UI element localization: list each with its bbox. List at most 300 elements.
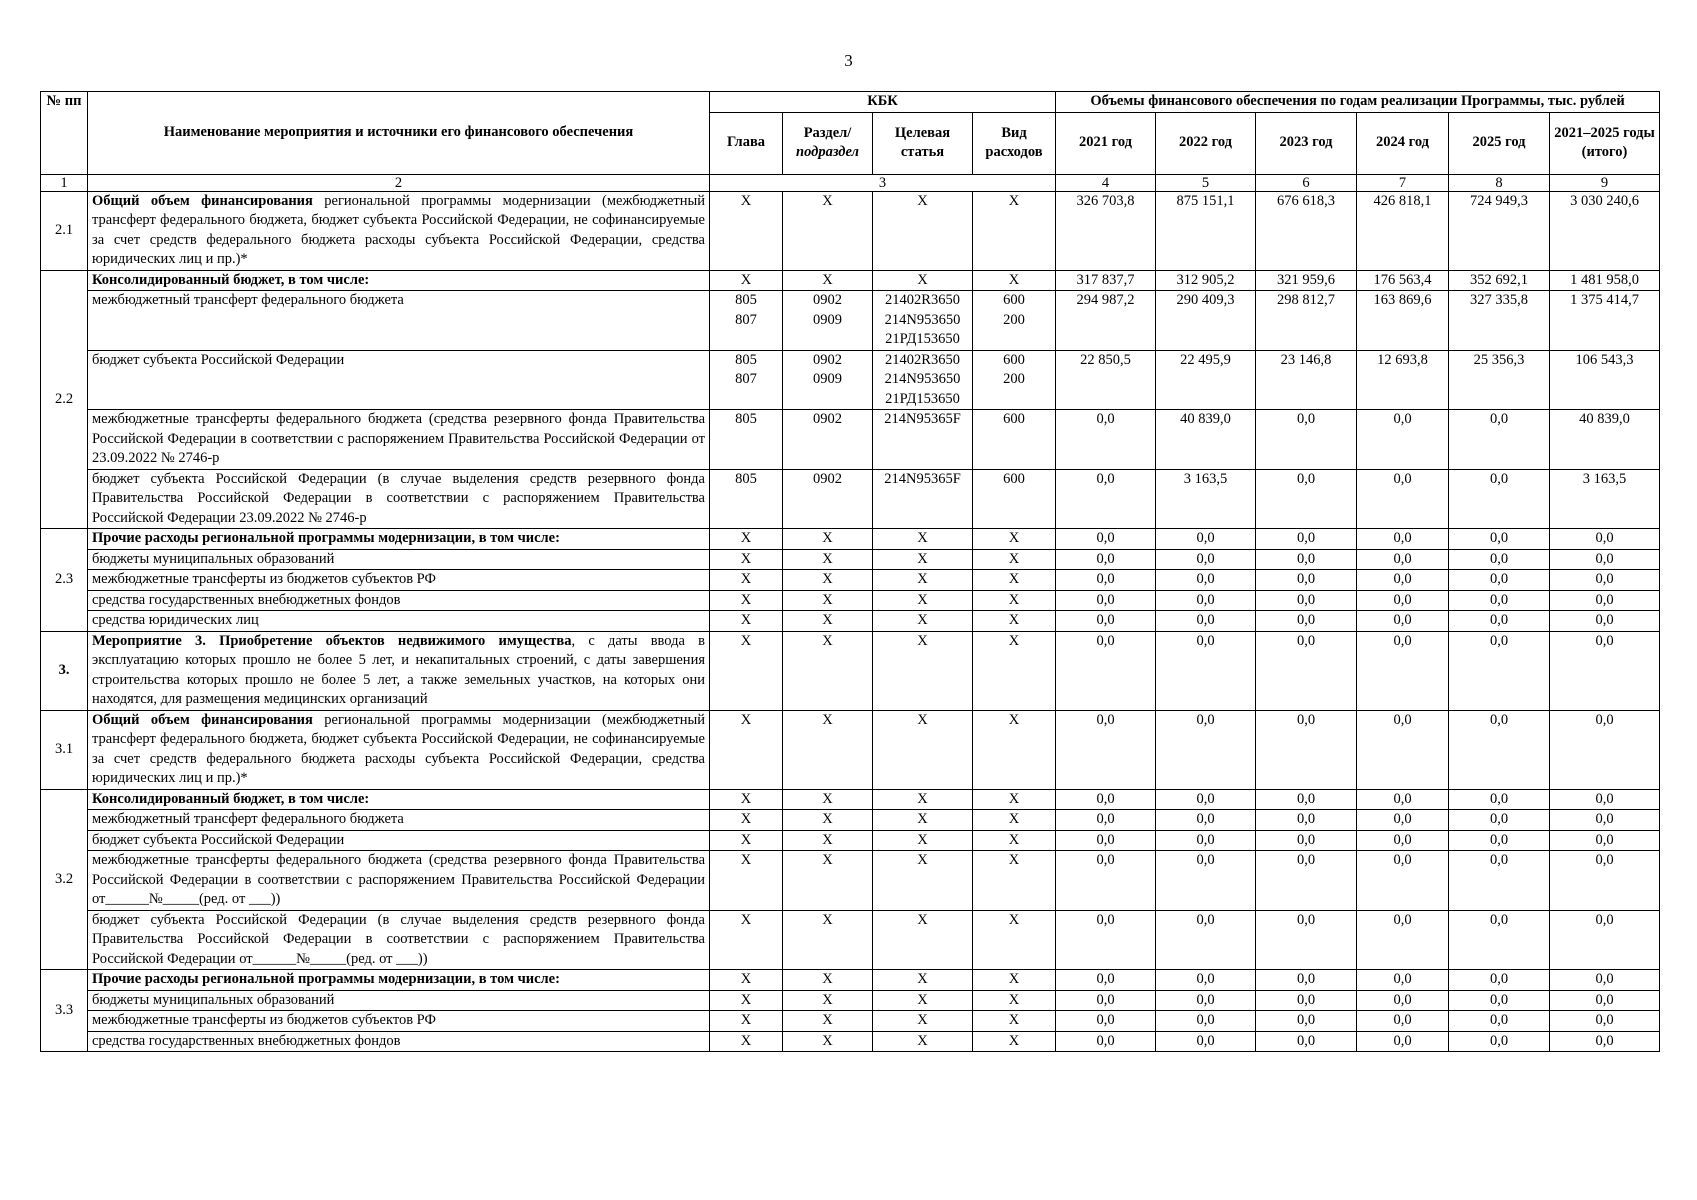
value-cell: 0,0: [1357, 789, 1449, 810]
row-name-text: средства государственных внебюджетных фондов: [92, 1032, 401, 1049]
header-razdel: [783, 112, 873, 174]
value-cell: 0,0: [1156, 570, 1256, 591]
glava-cell: X: [710, 970, 783, 991]
table-row: [41, 1031, 1660, 1052]
value-cell: 0,0: [1550, 789, 1660, 810]
value-cell: 0,0: [1056, 410, 1156, 470]
row-name-text: региональной программы модернизации (межбюджетный трансферт федерального бюджета, бюджет субъекта Российской Федерации, не софинансируемые за счет средств федерального бюджета расходы субъекта Российской Федерации, средства юридических лиц и пр.)*: [92, 192, 705, 267]
glava-cell: X: [710, 810, 783, 831]
razdel-cell: X: [783, 910, 873, 970]
value-cell: 0,0: [1056, 469, 1156, 529]
statya-cell: X: [873, 970, 973, 991]
header-2021: 2021 год: [1056, 112, 1156, 174]
value-cell: 0,0: [1357, 590, 1449, 611]
header-row-1: [41, 92, 1660, 113]
row-name-text: региональной программы модернизации (межбюджетный трансферт федерального бюджета, бюджет субъекта Российской Федерации, не софинансируемые за счет средств федерального бюджета расходы субъекта Российской Федерации, средства юридических лиц и пр.)*: [92, 711, 705, 786]
value-cell: 0,0: [1056, 910, 1156, 970]
row-name: [88, 990, 710, 1011]
row-name-text: бюджеты муниципальных образований: [92, 991, 335, 1008]
value-cell: 724 949,3: [1449, 191, 1550, 270]
row-name: [88, 270, 710, 291]
value-cell: 3 030 240,6: [1550, 191, 1660, 270]
table-row: [41, 631, 1660, 710]
value-cell: 0,0: [1256, 1031, 1357, 1052]
glava-cell: X: [710, 910, 783, 970]
row-name-text: средства государственных внебюджетных фондов: [92, 591, 401, 608]
value-cell: 426 818,1: [1357, 191, 1449, 270]
value-cell: 0,0: [1056, 611, 1156, 632]
vid-cell: X: [973, 549, 1056, 570]
value-cell: 321 959,6: [1256, 270, 1357, 291]
row-name-text: межбюджетный трансферт федерального бюджета: [92, 811, 404, 827]
budget-table: [40, 91, 1660, 1052]
value-cell: 327 335,8: [1449, 291, 1550, 351]
razdel-cell: X: [783, 789, 873, 810]
value-cell: 0,0: [1056, 590, 1156, 611]
vid-cell: X: [973, 1031, 1056, 1052]
value-cell: 317 837,7: [1056, 270, 1156, 291]
value-cell: 0,0: [1256, 631, 1357, 710]
value-cell: 0,0: [1550, 910, 1660, 970]
value-cell: 0,0: [1550, 1011, 1660, 1032]
value-cell: 0,0: [1550, 590, 1660, 611]
value-cell: 0,0: [1357, 830, 1449, 851]
row-name: [88, 1031, 710, 1052]
value-cell: 0,0: [1357, 990, 1449, 1011]
value-cell: 290 409,3: [1156, 291, 1256, 351]
razdel-cell: X: [783, 549, 873, 570]
glava-cell: X: [710, 570, 783, 591]
page-number: 3: [844, 51, 853, 70]
row-name-text: межбюджетный трансферт федерального бюджета: [92, 292, 404, 308]
statya-cell: X: [873, 830, 973, 851]
glava-cell: X: [710, 1011, 783, 1032]
vid-cell: X: [973, 910, 1056, 970]
row-name-text: , с даты ввода в эксплуатацию которых прошло не более 5 лет, и некапитальных строений, с даты завершения строительства которых прошло не более 5 лет, а также земельных участков, на которых они находятся, для размещения медицинских организаций: [92, 632, 705, 707]
value-cell: 0,0: [1357, 1031, 1449, 1052]
table-row: [41, 1011, 1660, 1032]
value-cell: 0,0: [1550, 529, 1660, 550]
value-cell: 176 563,4: [1357, 270, 1449, 291]
value-cell: 0,0: [1449, 789, 1550, 810]
table-row: [41, 830, 1660, 851]
index-cell: 5: [1156, 174, 1256, 191]
value-cell: 0,0: [1256, 590, 1357, 611]
vid-cell: X: [973, 789, 1056, 810]
value-cell: 0,0: [1550, 990, 1660, 1011]
value-cell: 0,0: [1449, 631, 1550, 710]
row-name: [88, 590, 710, 611]
value-cell: 326 703,8: [1056, 191, 1156, 270]
value-cell: 0,0: [1357, 469, 1449, 529]
index-cell: 3: [710, 174, 1056, 191]
row-name: [88, 910, 710, 970]
razdel-cell: X: [783, 270, 873, 291]
razdel-cell: 0902: [783, 469, 873, 529]
row-number: 3.1: [41, 710, 88, 789]
value-cell: 0,0: [1156, 789, 1256, 810]
value-cell: 0,0: [1056, 851, 1156, 911]
value-cell: 0,0: [1056, 710, 1156, 789]
vid-cell: X: [973, 631, 1056, 710]
index-cell: 4: [1056, 174, 1156, 191]
index-cell: 6: [1256, 174, 1357, 191]
razdel-cell: X: [783, 830, 873, 851]
row-name: [88, 291, 710, 351]
value-cell: 0,0: [1256, 789, 1357, 810]
table-row: [41, 910, 1660, 970]
value-cell: 0,0: [1156, 990, 1256, 1011]
glava-cell: X: [710, 590, 783, 611]
razdel-cell: X: [783, 810, 873, 831]
row-name-bold: Мероприятие 3. Приобретение объектов недвижимого имущества: [92, 632, 572, 649]
value-cell: 22 850,5: [1056, 350, 1156, 410]
value-cell: 0,0: [1056, 1011, 1156, 1032]
value-cell: 0,0: [1256, 970, 1357, 991]
index-cell: 7: [1357, 174, 1449, 191]
razdel-cell: 0902: [783, 410, 873, 470]
row-name-bold: Консолидированный бюджет, в том числе:: [92, 271, 370, 288]
glava-cell: X: [710, 990, 783, 1011]
statya-cell: X: [873, 570, 973, 591]
value-cell: 0,0: [1550, 810, 1660, 831]
value-cell: 0,0: [1449, 810, 1550, 831]
value-cell: 312 905,2: [1156, 270, 1256, 291]
value-cell: 0,0: [1449, 710, 1550, 789]
statya-cell: X: [873, 910, 973, 970]
statya-cell: X: [873, 1031, 973, 1052]
statya-cell: X: [873, 789, 973, 810]
table-row: [41, 350, 1660, 410]
table-row: [41, 590, 1660, 611]
value-cell: 0,0: [1550, 549, 1660, 570]
row-name-bold: Общий объем финансирования: [92, 711, 313, 728]
value-cell: 0,0: [1156, 549, 1256, 570]
value-cell: 352 692,1: [1449, 270, 1550, 291]
glava-cell: X: [710, 1031, 783, 1052]
value-cell: 0,0: [1056, 789, 1156, 810]
razdel-cell: 0902 0909: [783, 291, 873, 351]
index-cell: 2: [88, 174, 710, 191]
row-name-bold: Общий объем финансирования: [92, 192, 313, 209]
value-cell: 0,0: [1449, 1031, 1550, 1052]
value-cell: 0,0: [1156, 970, 1256, 991]
glava-cell: 805: [710, 469, 783, 529]
statya-cell: X: [873, 631, 973, 710]
value-cell: 0,0: [1056, 549, 1156, 570]
row-name-text: межбюджетные трансферты из бюджетов субъектов РФ: [92, 571, 436, 587]
value-cell: 676 618,3: [1256, 191, 1357, 270]
table-row: [41, 990, 1660, 1011]
statya-cell: 21402R3650 214N953650 21РД153650: [873, 291, 973, 351]
value-cell: 0,0: [1256, 990, 1357, 1011]
value-cell: 0,0: [1156, 851, 1256, 911]
razdel-cell: X: [783, 631, 873, 710]
row-name-text: средства юридических лиц: [92, 612, 259, 628]
value-cell: 0,0: [1156, 1011, 1256, 1032]
value-cell: 0,0: [1550, 570, 1660, 591]
value-cell: 0,0: [1056, 990, 1156, 1011]
row-number: 2.1: [41, 191, 88, 270]
row-name: [88, 970, 710, 991]
vid-cell: X: [973, 970, 1056, 991]
value-cell: 0,0: [1550, 830, 1660, 851]
row-name: [88, 611, 710, 632]
statya-cell: X: [873, 529, 973, 550]
vid-cell: X: [973, 1011, 1056, 1032]
index-cell: 9: [1550, 174, 1660, 191]
statya-cell: X: [873, 270, 973, 291]
value-cell: 294 987,2: [1056, 291, 1156, 351]
value-cell: 0,0: [1056, 529, 1156, 550]
row-name: [88, 469, 710, 529]
vid-cell: X: [973, 529, 1056, 550]
value-cell: 0,0: [1056, 631, 1156, 710]
value-cell: 0,0: [1156, 830, 1256, 851]
vid-cell: X: [973, 851, 1056, 911]
vid-cell: X: [973, 990, 1056, 1011]
value-cell: 0,0: [1550, 970, 1660, 991]
value-cell: 0,0: [1550, 1031, 1660, 1052]
row-name: [88, 1011, 710, 1032]
value-cell: 0,0: [1357, 570, 1449, 591]
header-2025: 2025 год: [1449, 112, 1550, 174]
value-cell: 0,0: [1550, 851, 1660, 911]
value-cell: 0,0: [1449, 1011, 1550, 1032]
value-cell: 0,0: [1449, 611, 1550, 632]
table-row: [41, 851, 1660, 911]
value-cell: 0,0: [1056, 570, 1156, 591]
index-row: [41, 174, 1660, 191]
value-cell: 298 812,7: [1256, 291, 1357, 351]
row-name: [88, 529, 710, 550]
value-cell: 0,0: [1449, 910, 1550, 970]
value-cell: 0,0: [1056, 810, 1156, 831]
row-name-text: бюджет субъекта Российской Федерации (в случае выделения средств резервного фонда Правительства Российской Федерации в соответствии с распоряжением Правительства Российской Федерации от______№_____(ред. от ___)): [92, 911, 705, 967]
table-row: [41, 191, 1660, 270]
row-name: [88, 810, 710, 831]
statya-cell: X: [873, 1011, 973, 1032]
index-cell: 8: [1449, 174, 1550, 191]
glava-cell: X: [710, 851, 783, 911]
glava-cell: 805 807: [710, 291, 783, 351]
value-cell: 0,0: [1256, 710, 1357, 789]
header-total: 2021–2025 годы (итого): [1550, 112, 1660, 174]
value-cell: 0,0: [1256, 469, 1357, 529]
glava-cell: X: [710, 631, 783, 710]
glava-cell: X: [710, 191, 783, 270]
header-statya: Целевая статья: [873, 112, 973, 174]
table-row: [41, 970, 1660, 991]
razdel-cell: X: [783, 529, 873, 550]
glava-cell: X: [710, 830, 783, 851]
header-podrazdel-label: подраздел: [796, 144, 859, 160]
value-cell: 40 839,0: [1156, 410, 1256, 470]
glava-cell: X: [710, 710, 783, 789]
value-cell: 0,0: [1056, 1031, 1156, 1052]
row-number: 3.: [41, 631, 88, 710]
value-cell: 0,0: [1449, 830, 1550, 851]
index-cell: 1: [41, 174, 88, 191]
value-cell: 0,0: [1156, 710, 1256, 789]
header-vid: Вид расходов: [973, 112, 1056, 174]
table-row: [41, 549, 1660, 570]
value-cell: 12 693,8: [1357, 350, 1449, 410]
row-name-text: бюджет субъекта Российской Федерации: [92, 831, 345, 848]
value-cell: 0,0: [1357, 810, 1449, 831]
vid-cell: X: [973, 810, 1056, 831]
glava-cell: X: [710, 270, 783, 291]
table-row: [41, 270, 1660, 291]
value-cell: 0,0: [1550, 611, 1660, 632]
value-cell: 0,0: [1256, 830, 1357, 851]
value-cell: 3 163,5: [1550, 469, 1660, 529]
value-cell: 40 839,0: [1550, 410, 1660, 470]
header-glava: Глава: [710, 112, 783, 174]
vid-cell: X: [973, 830, 1056, 851]
statya-cell: 21402R3650 214N953650 21РД153650: [873, 350, 973, 410]
header-2022: 2022 год: [1156, 112, 1256, 174]
glava-cell: 805 807: [710, 350, 783, 410]
value-cell: 106 543,3: [1550, 350, 1660, 410]
value-cell: 0,0: [1449, 570, 1550, 591]
table-row: [41, 611, 1660, 632]
statya-cell: 214N95365F: [873, 410, 973, 470]
value-cell: 0,0: [1156, 590, 1256, 611]
row-name-text: межбюджетные трансферты федерального бюджета (средства резервного фонда Правительства Российской Федерации в соответствии с распоряжением Правительства Российской Федерации от 23.09.2022 № 2746-р: [92, 411, 705, 466]
row-name-bold: Прочие расходы региональной программы модернизации, в том числе:: [92, 971, 560, 987]
value-cell: 0,0: [1156, 611, 1256, 632]
value-cell: 0,0: [1256, 410, 1357, 470]
value-cell: 0,0: [1056, 830, 1156, 851]
statya-cell: X: [873, 990, 973, 1011]
value-cell: 3 163,5: [1156, 469, 1256, 529]
table-row: [41, 529, 1660, 550]
row-name: [88, 410, 710, 470]
row-number: 2.3: [41, 529, 88, 632]
value-cell: 0,0: [1256, 910, 1357, 970]
vid-cell: 600: [973, 410, 1056, 470]
value-cell: 23 146,8: [1256, 350, 1357, 410]
value-cell: 0,0: [1156, 529, 1256, 550]
razdel-cell: X: [783, 590, 873, 611]
row-number: 2.2: [41, 270, 88, 529]
row-name-text: бюджеты муниципальных образований: [92, 550, 335, 567]
value-cell: 0,0: [1256, 611, 1357, 632]
value-cell: 163 869,6: [1357, 291, 1449, 351]
value-cell: 0,0: [1550, 710, 1660, 789]
razdel-cell: X: [783, 851, 873, 911]
value-cell: 0,0: [1449, 469, 1550, 529]
glava-cell: X: [710, 611, 783, 632]
statya-cell: 214N95365F: [873, 469, 973, 529]
statya-cell: X: [873, 549, 973, 570]
value-cell: 0,0: [1357, 851, 1449, 911]
header-no: № пп: [41, 92, 88, 175]
row-name-text: бюджет субъекта Российской Федерации: [92, 351, 345, 368]
value-cell: 22 495,9: [1156, 350, 1256, 410]
value-cell: 0,0: [1357, 410, 1449, 470]
value-cell: 0,0: [1256, 529, 1357, 550]
table-row: [41, 710, 1660, 789]
glava-cell: X: [710, 789, 783, 810]
razdel-cell: 0902 0909: [783, 350, 873, 410]
statya-cell: X: [873, 191, 973, 270]
razdel-cell: X: [783, 570, 873, 591]
value-cell: 0,0: [1357, 710, 1449, 789]
value-cell: 0,0: [1156, 1031, 1256, 1052]
vid-cell: X: [973, 570, 1056, 591]
statya-cell: X: [873, 611, 973, 632]
row-name-text: межбюджетные трансферты федерального бюджета (средства резервного фонда Правительства Российской Федерации в соответствии с распоряжением Правительства Российской Федерации от______№_____(ред. от ___)): [92, 852, 705, 907]
value-cell: 0,0: [1357, 549, 1449, 570]
row-name: [88, 851, 710, 911]
value-cell: 0,0: [1449, 970, 1550, 991]
vid-cell: X: [973, 611, 1056, 632]
row-name: [88, 710, 710, 789]
row-name: [88, 350, 710, 410]
table-row: [41, 570, 1660, 591]
value-cell: 0,0: [1256, 851, 1357, 911]
value-cell: 0,0: [1449, 590, 1550, 611]
header-razdel-label: Раздел/: [803, 124, 852, 141]
value-cell: 0,0: [1357, 910, 1449, 970]
row-name-text: межбюджетные трансферты из бюджетов субъектов РФ: [92, 1012, 436, 1028]
razdel-cell: X: [783, 611, 873, 632]
value-cell: 0,0: [1449, 410, 1550, 470]
value-cell: 0,0: [1357, 1011, 1449, 1032]
row-name: [88, 830, 710, 851]
razdel-cell: X: [783, 1031, 873, 1052]
value-cell: 1 375 414,7: [1550, 291, 1660, 351]
value-cell: 0,0: [1357, 631, 1449, 710]
vid-cell: 600: [973, 469, 1056, 529]
row-name: [88, 631, 710, 710]
razdel-cell: X: [783, 191, 873, 270]
vid-cell: X: [973, 590, 1056, 611]
value-cell: 1 481 958,0: [1550, 270, 1660, 291]
table-body: [41, 191, 1660, 1052]
value-cell: 0,0: [1357, 529, 1449, 550]
row-name: [88, 191, 710, 270]
glava-cell: X: [710, 549, 783, 570]
table-row: [41, 410, 1660, 470]
row-name-bold: Прочие расходы региональной программы модернизации, в том числе:: [92, 530, 560, 546]
row-name-bold: Консолидированный бюджет, в том числе:: [92, 790, 370, 807]
vid-cell: X: [973, 710, 1056, 789]
row-name: [88, 549, 710, 570]
table-row: [41, 810, 1660, 831]
value-cell: 0,0: [1449, 549, 1550, 570]
value-cell: 0,0: [1357, 611, 1449, 632]
vid-cell: X: [973, 270, 1056, 291]
value-cell: 0,0: [1156, 810, 1256, 831]
row-number: 3.3: [41, 970, 88, 1052]
value-cell: 25 356,3: [1449, 350, 1550, 410]
glava-cell: X: [710, 529, 783, 550]
value-cell: 0,0: [1449, 990, 1550, 1011]
statya-cell: X: [873, 810, 973, 831]
value-cell: 0,0: [1256, 549, 1357, 570]
header-2024: 2024 год: [1357, 112, 1449, 174]
table-row: [41, 291, 1660, 351]
table-row: [41, 789, 1660, 810]
glava-cell: 805: [710, 410, 783, 470]
razdel-cell: X: [783, 990, 873, 1011]
row-number: 3.2: [41, 789, 88, 970]
vid-cell: 600 200: [973, 350, 1056, 410]
razdel-cell: X: [783, 970, 873, 991]
